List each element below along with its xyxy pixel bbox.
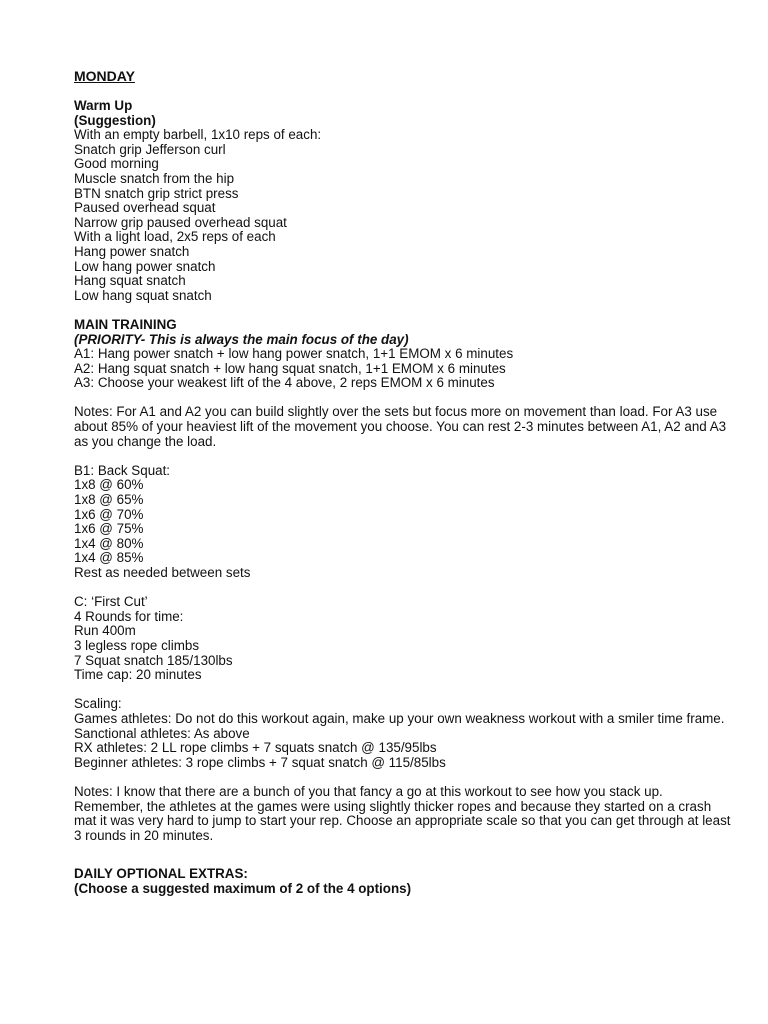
document-page (74, 68, 734, 896)
scaling-line: Sanctional athletes: As above (74, 725, 250, 741)
scaling-section (74, 697, 734, 770)
page-title: MONDAY (74, 68, 135, 84)
optional-extras-heading: DAILY OPTIONAL EXTRAS: (74, 866, 248, 882)
warmup-line: Snatch grip Jefferson curl (74, 141, 226, 157)
scaling-line: Beginner athletes: 3 rope climbs + 7 squat snatch @ 115/85lbs (74, 754, 446, 770)
workout-notes: Notes: I know that there are a bunch of you that fancy a go at this workout to see how you stack up. Remember, the athletes at the games were using slightly thicker ropes and because they started on a crash mat it was very hard to jump to start your rep. Choose an appropriate scale so that you can get through at least 3 rounds in 20 minutes. (74, 783, 731, 843)
warmup-line: Hang power snatch (74, 243, 190, 259)
first-cut-line: Run 400m (74, 623, 136, 639)
warmup-line: Narrow grip paused overhead squat (74, 214, 287, 230)
optional-extras-section (74, 867, 734, 896)
warmup-subheading: (Suggestion) (74, 112, 156, 128)
back-squat-line: B1: Back Squat: (74, 462, 171, 478)
back-squat-line: 1x6 @ 75% (74, 521, 144, 537)
warmup-line: With an empty barbell, 1x10 reps of each: (74, 127, 322, 143)
warmup-heading: Warm Up (74, 98, 133, 113)
back-squat-line: 1x4 @ 85% (74, 550, 144, 566)
main-training-section (74, 318, 734, 391)
warmup-line: Hang squat snatch (74, 273, 186, 289)
first-cut-section (74, 595, 734, 683)
warmup-section (74, 99, 734, 303)
scaling-line: RX athletes: 2 LL rope climbs + 7 squats snatch @ 135/95lbs (74, 740, 437, 756)
back-squat-section (74, 464, 734, 581)
back-squat-line: 1x6 @ 70% (74, 506, 144, 522)
back-squat-line: 1x4 @ 80% (74, 535, 144, 551)
scaling-heading: Scaling: (74, 696, 122, 712)
first-cut-line: 4 Rounds for time: (74, 608, 184, 624)
warmup-line: Good morning (74, 156, 159, 172)
optional-extras-subheading: (Choose a suggested maximum of 2 of the 4 options) (74, 880, 412, 896)
main-training-line: A2: Hang squat snatch + low hang squat snatch, 1+1 EMOM x 6 minutes (74, 360, 506, 376)
scaling-games: Games athletes: Do not do this workout again, make up your own weakness workout with a smiler time frame. (74, 710, 725, 726)
warmup-line: Low hang squat snatch (74, 287, 212, 303)
warmup-line: BTN snatch grip strict press (74, 185, 239, 201)
first-cut-line: 7 Squat snatch 185/130lbs (74, 652, 233, 668)
warmup-line: Paused overhead squat (74, 200, 216, 216)
back-squat-line: 1x8 @ 65% (74, 492, 144, 508)
first-cut-line: 3 legless rope climbs (74, 637, 200, 653)
priority-note: (PRIORITY- This is always the main focus of the day) (74, 331, 409, 347)
first-cut-line: C: ‘First Cut’ (74, 594, 148, 610)
main-training-notes: Notes: For A1 and A2 you can build slightly over the sets but focus more on movement than load. For A3 use about 85% of your heaviest lift of the movement you choose. You can rest 2-3 minutes between A1, A2 and A3 as you change the load. (74, 404, 727, 449)
warmup-line: Muscle snatch from the hip (74, 170, 235, 186)
first-cut-line: Time cap: 20 minutes (74, 667, 202, 683)
warmup-line: Low hang power snatch (74, 258, 216, 274)
main-training-line: A3: Choose your weakest lift of the 4 above, 2 reps EMOM x 6 minutes (74, 375, 495, 391)
back-squat-line: 1x8 @ 60% (74, 477, 144, 493)
back-squat-line: Rest as needed between sets (74, 565, 251, 580)
main-training-line: A1: Hang power snatch + low hang power snatch, 1+1 EMOM x 6 minutes (74, 346, 514, 362)
warmup-line: With a light load, 2x5 reps of each (74, 229, 276, 245)
main-training-heading: MAIN TRAINING (74, 316, 177, 332)
